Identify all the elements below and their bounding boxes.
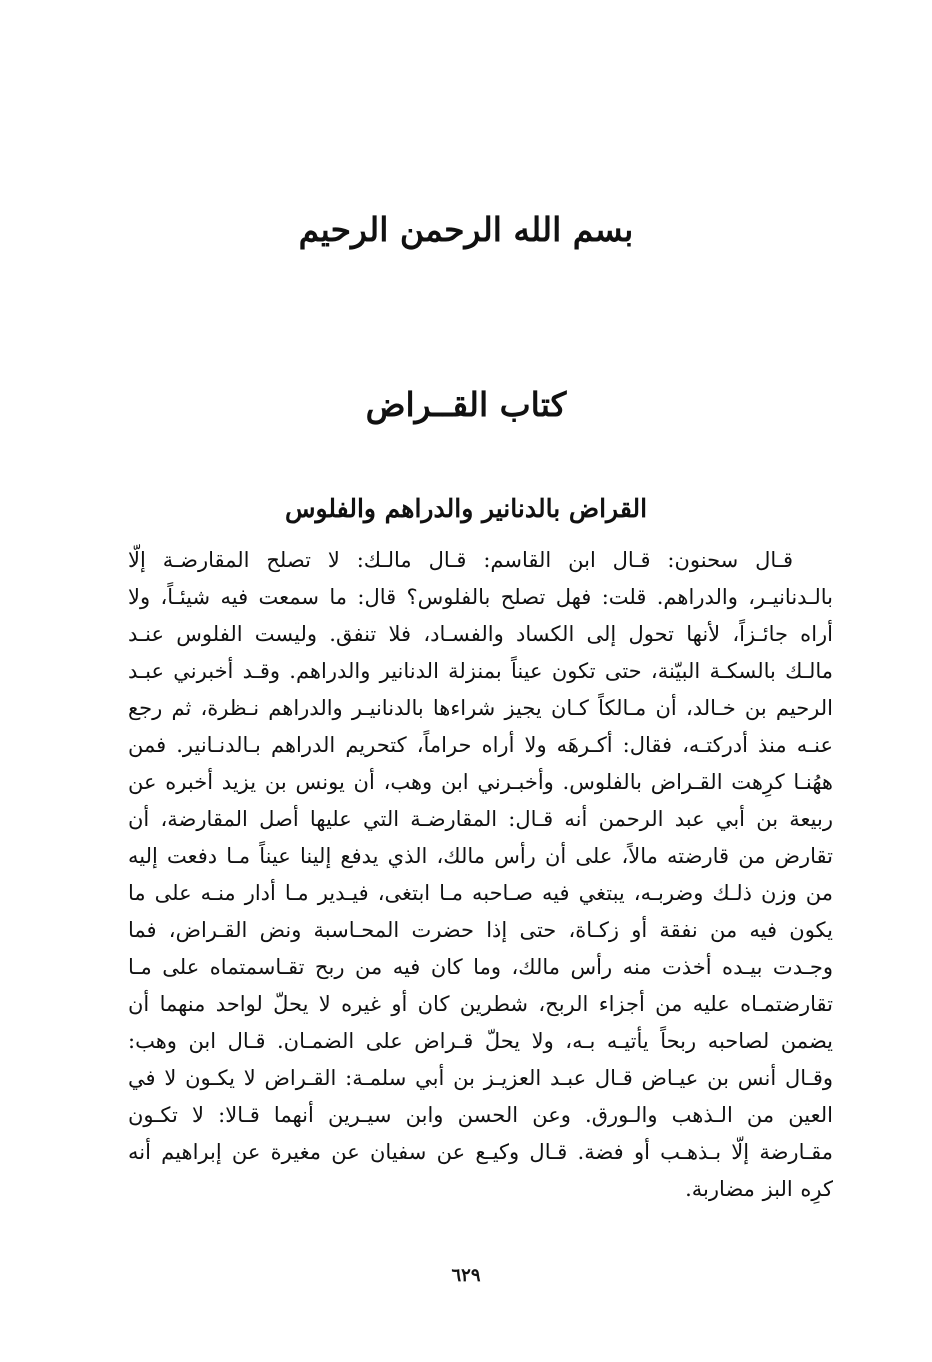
page-number: ٦٢٩ [451,1265,481,1286]
basmala-heading: بسم الله الرحمن الرحيم [298,210,634,249]
section-heading: القراض بالدنانير والدراهم والفلوس [284,494,648,523]
body-paragraph: قـال سحنون: قـال ابن القاسم: قـال مالـك: لا تصلح المقارضـة إلّا بالـدنانيـر، والدراهم. قلت: فهل تصلح بالفلوس؟ قال: ما سمعت فيه شيئـاً، ولا أراه جائـزاً، لأنها تحول إلى الكساد والفسـاد، فلا تنفق. وليست الفلوس عنـد مالـك بالسكـة البيّنة، حتى تكون عيناً بمنزلة الدنانير والدراهم. وقـد أخبرني عبـد الرحيم بن خـالد، أن مـالكاً كـان يجيز شراءها بالدنانيـر والدراهم نـظرة، ثم رجع عنـه منذ أدركتـه، فقال: أكـرهَه ولا أراه حراماً، كتحريم الدراهم بـالدنـانير. فمن ههُنـا كرِهت القـراض بالفلوس. وأخبـرني ابن وهب، أن يونس بن يزيد أخبره عن ربيعة بن أبي عبد الرحمن أنه قـال: المقارضـة التي عليها أصل المقارضة، أن تقارض من قارضته مالاً، على أن رأس مالك، الذي يدفع إلينا عيناً مـا دفعت إليه من وزن ذلـك وضربـه، يبتغي فيه صـاحبه مـا ابتغى، فيـدير مـا أدار منـه على ما يكون فيه من نفقة أو زكـاة، حتى إذا حضرت المحـاسبة ونض القـراض، فما وجـدت بيـده أخذت منه رأس مالك، وما كان فيه من ربح تقـاسمتماه على مـا تقارضتمـاه عليه من أجزاء الربح، شطرين كان أو غيره لا يحلّ لواحد منهما أن يضمن لصاحبه ربحاً يأتيـه بـه، ولا يحلّ قـراض على الضمـان. قـال ابن وهب: وقـال أنس بن عيـاض قـال عبـد العزيـز بن أبي سلمـة: القـراض لا يكـون لا في العين من الـذهب والـورق. وعن الحسن وابن سيـرين أنهما قـالا: لا تكـون مقـارضة إلّا بـذهـب أو فضة. قـال وكيـع عن سفيان عن مغيرة عن إبراهيم أنه كرِه البز مضاربة. [128,548,833,1201]
book-title: كتاب القــراض [365,385,567,424]
